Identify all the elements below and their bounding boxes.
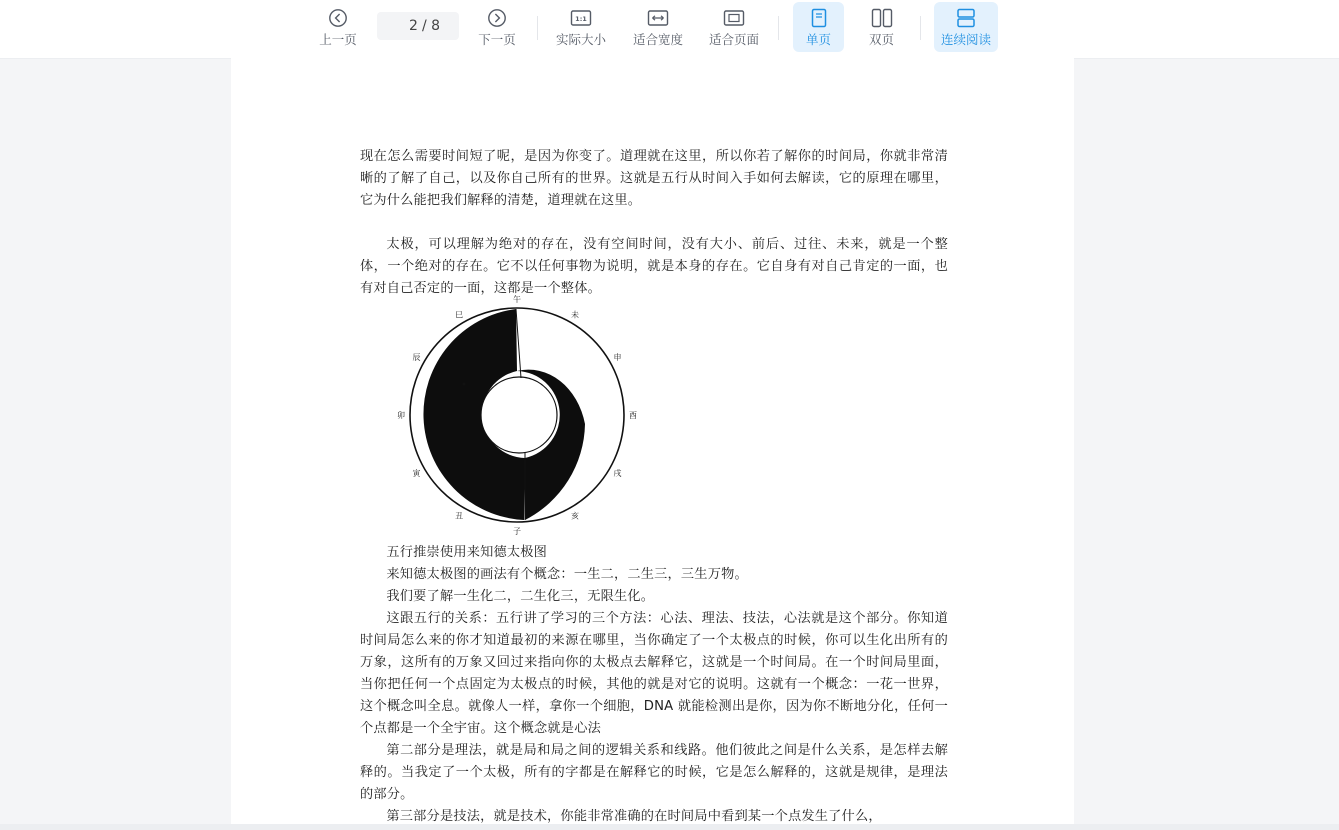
taiji-branch-label: 子 [513,527,521,536]
continuous-reading-icon [955,7,977,29]
next-page-button[interactable] [471,2,523,52]
taiji-branch-label: 丑 [455,511,463,521]
continuous-reading-label: 连续阅读 [940,32,991,47]
taiji-branch-label: 亥 [571,511,579,521]
taiji-branch-label: 寅 [412,469,421,478]
total-pages: / 8 [421,18,441,34]
paragraph-text: 我们要了解一生化二，二生化三，无限生化。 [386,589,655,604]
taiji-diagram-svg [397,295,649,538]
paragraph-text: 第三部分是技法，就是技术，你能非常准确的在时间局中看到某一个点发生了什么， [386,809,882,824]
fit-width-label: 适合宽度 [632,32,683,47]
actual-size-icon [570,7,592,29]
arrow-left-circle-icon [327,7,349,29]
toolbar-divider [778,16,779,40]
actual-size-label: 实际大小 [555,32,606,47]
paragraph-text: 这跟五行的关系：五行讲了学习的三个方法：心法、理法、技法，心法就是这个部分。你知道时间局怎么来的你才知道最初的来源在哪里，当你确定了一个太极点的时候，你可以生化出所有的万象，这所有的万象又回过来指向你的太极点去解释它，这就是一个时间局。在一个时间局里面，当你把任何一个点固定为太极点的时候，其他的就是对它的说明。这就有一个概念：一花一世界，这个概念叫全息。就像人一样，拿你一个细胞，DNA 就能检测出是你，因为你不断地分化，任何一个点都是一个全宇宙。这个概念就是心法 [360,611,948,736]
paragraph-text: 太极，可以理解为绝对的存在，没有空间时间，没有大小、前后、过往、未来，就是一个整体，一个绝对的存在。它不以任何事物为说明，就是本身的存在。它自身有对自己肯定的一面，也有对自己否定的一面，这都是一个整体。 [360,237,948,296]
actual-size-button[interactable] [550,2,612,52]
taiji-branch-label: 戌 [613,469,622,478]
prev-page-label: 上一页 [319,32,357,47]
page-number-input[interactable] [396,18,418,34]
taiji-branch-label: 辰 [412,353,421,362]
fit-page-label: 适合页面 [708,32,759,47]
paragraph-1 [360,146,948,212]
paragraph-text: 来知德太极图的画法有个概念：一生二，二生三，三生万物。 [386,567,748,582]
taiji-branch-label: 巳 [455,310,463,320]
svg-text:1:1: 1:1 [575,15,587,24]
arrow-right-circle-icon [486,7,508,29]
fit-width-button[interactable] [628,2,688,52]
fit-page-icon [723,7,745,29]
figure-caption: 五行推崇使用来知德太极图 [386,545,548,560]
fit-width-icon [647,7,669,29]
bottom-status-bar [0,824,1339,830]
taiji-branch-label: 申 [613,353,622,362]
double-page-label: 双页 [868,32,894,47]
page-indicator [377,12,459,40]
double-page-icon [871,7,893,29]
continuous-reading-button[interactable] [934,2,998,52]
single-page-icon [808,7,830,29]
toolbar-divider [537,16,538,40]
fit-page-button[interactable] [704,2,764,52]
double-page-button[interactable] [856,2,907,52]
document-page [231,58,1074,830]
taiji-branch-label: 午 [513,295,521,304]
reader-toolbar [0,0,1339,59]
taiji-branch-label: 卯 [397,411,405,420]
paragraph-text: 现在怎么需要时间短了呢，是因为你变了。道理就在这里，所以你若了解你的时间局，你就非常清晰的了解了自己，以及你自己所有的世界。这就是五行从时间入手如何去解读，它的原理在哪里，它为什么能把我们解释的清楚，道理就在这里。 [360,149,948,208]
paragraph-text: 第二部分是理法，就是局和局之间的逻辑关系和线路。他们彼此之间是什么关系，是怎样去解释的。当我定了一个太极，所有的字都是在解释它的时候，它是怎么解释的，这就是规律，是理法的部分。 [360,743,948,802]
toolbar-divider [920,16,921,40]
prev-page-button[interactable] [312,2,364,52]
single-page-label: 单页 [805,32,831,47]
single-page-button[interactable] [793,2,844,52]
taiji-diagram [397,295,649,542]
taiji-branch-label: 未 [571,310,579,320]
paragraph-2 [360,234,948,300]
next-page-label: 下一页 [478,32,516,47]
paragraph-3 [360,542,948,828]
taiji-branch-label: 酉 [629,411,637,420]
